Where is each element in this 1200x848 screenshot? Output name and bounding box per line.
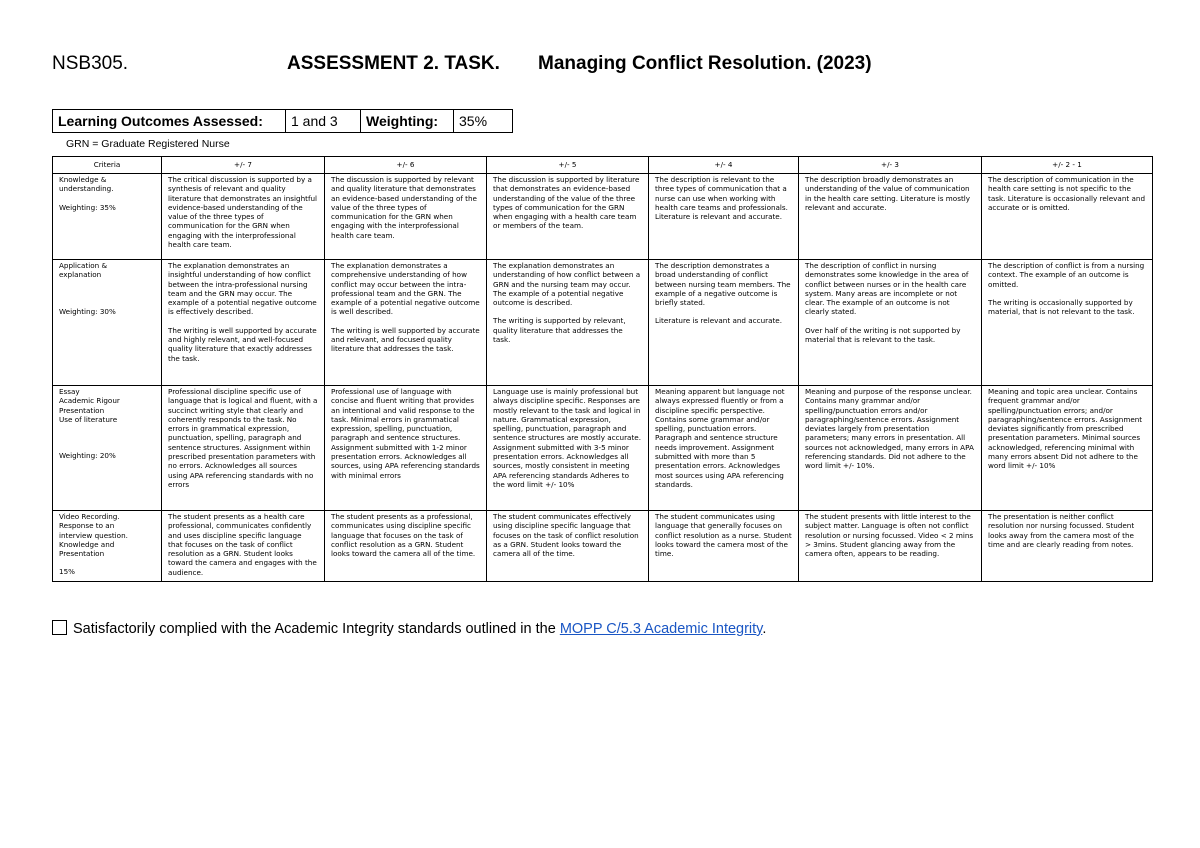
- cell-paragraph: The explanation demonstrates a comprehensive understanding of how conflict may occur between the intra-professional team and the GRN. The example of a potential negative outcome is well described.: [331, 261, 480, 317]
- rubric-cell: Professional discipline specific use of language that is logical and fluent, with a succinct writing style that clearly and coherently responds to the task. No errors in grammatical expression, punctuation, spelling, paragraph and sentence structures. Assignment within prescribed presentation parameters with no errors. Acknowledges all sources using APA referencing standards with no errors: [162, 386, 325, 511]
- rubric-cell: [487, 260, 649, 386]
- rubric-cell: [325, 260, 487, 386]
- header-grade-2-1: +/- 2 - 1: [982, 157, 1153, 174]
- rubric-header-row: [53, 157, 1153, 174]
- rubric-cell: Meaning and purpose of the response unclear. Contains many grammar and/or spelling/punctuation errors and/or paragraphing/sentence errors. Assignment deviates largely from presentation parameters; many errors in presentation. All sources not acknowledged, many errors in APA referencing standards. Did not adhere to the word limit +/- 10%.: [799, 386, 982, 511]
- weighting-label: Weighting:: [361, 110, 454, 133]
- header-grade-5: +/- 5: [487, 157, 649, 174]
- header-grade-4: +/- 4: [649, 157, 799, 174]
- cell-paragraph: The explanation demonstrates an insightful understanding of how conflict between the intra-professional nursing team and the GRN may occur. The example of a potential negative outcome is effectively described.: [168, 261, 317, 317]
- mopp-link[interactable]: MOPP C/5.3 Academic Integrity: [559, 621, 763, 637]
- rubric-cell: The student communicates using language that generally focuses on conflict resolution as a nurse. Student looks toward the camera most of the time.: [649, 511, 799, 582]
- rubric-row-video: [53, 511, 1153, 582]
- integrity-text: Satisfactorily complied with the Academic Integrity standards outlined in the: [73, 621, 560, 637]
- rubric-cell: Professional use of language with concise and fluent writing that provides an intentional and valid response to the task. Minimal errors in grammatical expression, spelling, punctuation, paragraph and sentence structures. Assignment submitted with 1-2 minor presentation errors. Acknowledges all sources, using APA referencing standards with minimal errors: [325, 386, 487, 511]
- rubric-cell: The description is relevant to the three types of communication that a nurse can use when working with health care teams and professionals. Literature is relevant and accurate.: [649, 174, 799, 260]
- criteria-cell: [53, 386, 162, 511]
- rubric-cell: The presentation is neither conflict resolution nor nursing focussed. Student looks away from the camera most of the time and are clearly reading from notes.: [982, 511, 1153, 582]
- criteria-line: Presentation: [59, 549, 105, 559]
- header-grade-6: +/- 6: [325, 157, 487, 174]
- criteria-cell: [53, 511, 162, 582]
- rubric-cell: Language use is mainly professional but always discipline specific. Responses are mostly relevant to the task and logical in nature. Grammatical expression, spelling, punctuation, paragraph and sentence structures are mostly accurate. Assignment submitted with 3-5 minor presentation errors. Acknowledges all sources, mostly consistent in meeting APA referencing standards Adheres to the word limit +/- 10%: [487, 386, 649, 511]
- criteria-cell: [53, 174, 162, 260]
- rubric-cell: The student presents as a health care professional, communicates confidently and uses discipline specific language that focuses on the task of conflict resolution as a GRN. Student looks toward the camera and engages with the audience.: [162, 511, 325, 582]
- rubric-cell: The description broadly demonstrates an understanding of the value of communication in the health care setting. Literature is mostly relevant and accurate.: [799, 174, 982, 260]
- criteria-line: Knowledge and: [59, 539, 115, 549]
- rubric-cell: The student communicates effectively using discipline specific language that focuses on the task of conflict resolution as a GRN. Student looks toward the camera all of the time.: [487, 511, 649, 582]
- rubric-cell: Meaning and topic area unclear. Contains frequent grammar and/or spelling/punctuation errors; and/or paragraphing/sentence errors. Assignment deviates significantly from prescribed presentation parameters. Minimal sources acknowledged, referencing minimal with many errors absent Did not adhere to the word limit +/- 10%: [982, 386, 1153, 511]
- rubric-row-application: [53, 260, 1153, 386]
- criteria-line: Academic Rigour: [59, 396, 120, 406]
- criteria-line: Essay: [59, 387, 80, 396]
- header-grade-3: +/- 3: [799, 157, 982, 174]
- cell-paragraph: The explanation demonstrates an understanding of how conflict between a GRN and the nursing team may occur. The example of a potential negative outcome is described.: [493, 261, 641, 308]
- criteria-weighting: Weighting: 35%: [59, 202, 116, 212]
- header-criteria: Criteria: [53, 157, 162, 174]
- criteria-line: Use of literature: [59, 414, 118, 424]
- integrity-end: .: [762, 621, 767, 637]
- rubric-cell: [799, 260, 982, 386]
- criteria-line: interview question.: [59, 530, 128, 540]
- marking-rubric: [52, 156, 1153, 582]
- criteria-line: understanding.: [59, 184, 114, 194]
- outcomes-value: 1 and 3: [286, 110, 361, 133]
- cell-paragraph: Literature is relevant and accurate.: [655, 316, 783, 326]
- rubric-row-knowledge: [53, 174, 1153, 260]
- cell-paragraph: The writing is occasionally supported by material, that is not relevant to the task.: [988, 297, 1135, 317]
- outcomes-label: Learning Outcomes Assessed:: [53, 110, 286, 133]
- rubric-cell: The description of communication in the health care setting is not specific to the task. Literature is occasionally relevant and accurate or is omitted.: [982, 174, 1153, 260]
- cell-paragraph: Over half of the writing is not supported by material that is relevant to the task.: [805, 325, 961, 345]
- rubric-cell: The discussion is supported by literature that demonstrates an evidence-based understanding of the value of the three types of communication for the GRN when engaging with a health care team or members of the team.: [487, 174, 649, 260]
- criteria-line: Knowledge &: [59, 175, 107, 184]
- rubric-row-essay: [53, 386, 1153, 511]
- document-header: [52, 53, 1152, 77]
- criteria-weighting: Weighting: 20%: [59, 451, 116, 461]
- cell-paragraph: The description demonstrates a broad understanding of conflict between nursing team members. The example of a negative outcome is briefly stated.: [655, 261, 791, 308]
- unit-code: NSB305.: [52, 53, 129, 74]
- criteria-line: Response to an: [59, 521, 115, 531]
- criteria-line: Application &: [59, 261, 108, 270]
- criteria-line: Presentation: [59, 405, 105, 415]
- integrity-statement: [52, 620, 766, 637]
- rubric-cell: The student presents as a professional, communicates using discipline specific language that focuses on the task of conflict resolution as a GRN. Student looks toward the camera all of the time.: [325, 511, 487, 582]
- rubric-cell: [982, 260, 1153, 386]
- rubric-cell: The discussion is supported by relevant and quality literature that demonstrates an evidence-based understanding of the value of the three types of communication for the GRN when engaging with the interprofessional health care team.: [325, 174, 487, 260]
- criteria-line: Video Recording.: [59, 512, 120, 521]
- learning-outcomes-table: [52, 109, 513, 133]
- cell-paragraph: The writing is supported by relevant, quality literature that addresses the task.: [493, 316, 626, 345]
- cell-paragraph: The writing is well supported by accurate and relevant, and focused quality literature that addresses the task.: [331, 325, 480, 354]
- criteria-line: explanation: [59, 270, 102, 280]
- rubric-cell: The critical discussion is supported by a synthesis of relevant and quality literature that demonstrates an insightful evidence-based understanding of the value of the three types of communication for the GRN when engaging with the interprofessional health care team.: [162, 174, 325, 260]
- rubric-cell: Meaning apparent but language not always expressed fluently or from a discipline specific perspective. Contains some grammar and/or spelling, punctuation errors. Paragraph and sentence structure needs improvement. Assignment submitted with more than 5 presentation errors. Acknowledges most sources using APA referencing standards.: [649, 386, 799, 511]
- criteria-cell: [53, 260, 162, 386]
- rubric-cell: The student presents with little interest to the subject matter. Language is often not conflict resolution or nursing focussed. Video < 2 mins > 3mins. Student glancing away from the camera often, appears to be reading.: [799, 511, 982, 582]
- grn-note: GRN = Graduate Registered Nurse: [66, 138, 230, 150]
- assessment-task: ASSESSMENT 2. TASK.: [287, 53, 500, 74]
- cell-paragraph: The writing is well supported by accurate and highly relevant, and well-focused quality literature that exactly addresses the task.: [168, 325, 317, 363]
- cell-paragraph: The description of conflict is from a nursing context. The example of an outcome is omitted.: [988, 261, 1145, 289]
- criteria-weighting: Weighting: 30%: [59, 306, 116, 316]
- cell-paragraph: The description of conflict in nursing demonstrates some knowledge in the area of conflict between nurses or in the health care system. Many areas are incomplete or not clear. The example of an outcome is not clearly stated.: [805, 261, 969, 317]
- rubric-cell: [162, 260, 325, 386]
- rubric-cell: [649, 260, 799, 386]
- header-grade-7: +/- 7: [162, 157, 325, 174]
- document-title: Managing Conflict Resolution. (2023): [538, 53, 872, 74]
- integrity-checkbox[interactable]: [52, 620, 67, 635]
- criteria-line: [59, 194, 155, 203]
- weighting-value: 35%: [454, 110, 513, 133]
- criteria-weighting: 15%: [59, 567, 75, 577]
